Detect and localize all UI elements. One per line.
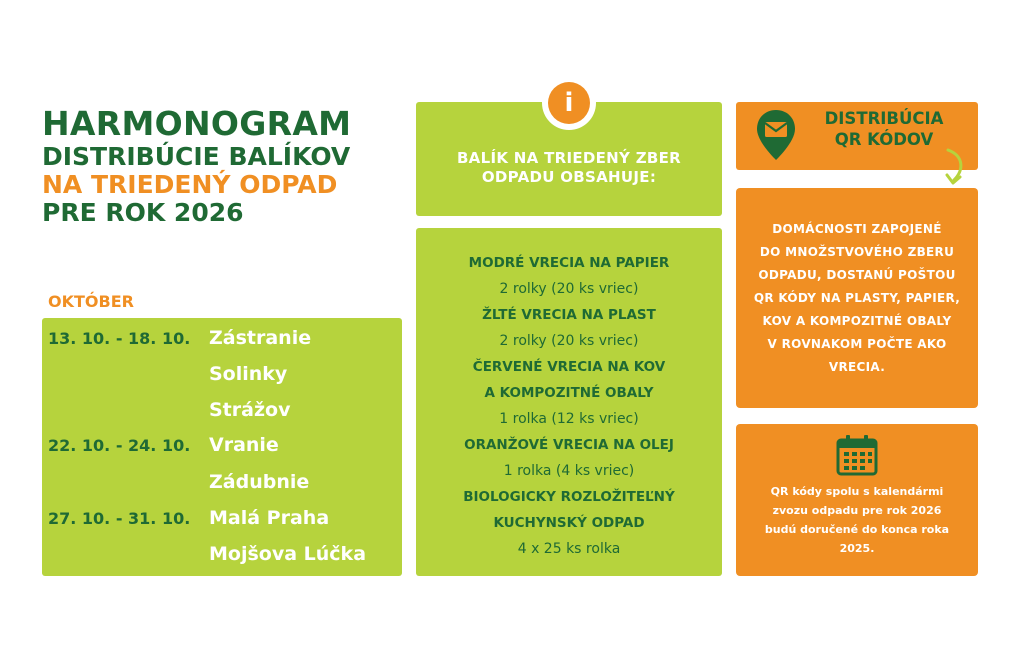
- qr-info-line: QR KÓDY NA PLASTY, PAPIER,: [753, 290, 961, 305]
- item-quantity: 4 x 25 ks rolka: [517, 541, 621, 557]
- schedule-place: Solinky: [209, 363, 288, 385]
- schedule-place: Zástranie: [209, 327, 312, 349]
- title-line-1: HARMONOGRAM: [42, 104, 352, 143]
- item-quantity: 1 rolka (12 ks vriec): [499, 411, 639, 427]
- qr-heading-line-2: QR KÓDOV: [834, 130, 934, 150]
- package-contents-list: [416, 228, 722, 576]
- package-heading-line-1: BALÍK NA TRIEDENÝ ZBER: [456, 148, 682, 167]
- qr-heading-line-1: DISTRIBÚCIA: [824, 109, 944, 128]
- item-quantity: 1 rolka (4 ks vriec): [503, 463, 635, 479]
- qr-info-text: [754, 218, 960, 379]
- calendar-note-text: [746, 482, 968, 558]
- item-name: BIOLOGICKY ROZLOŽITEĽNÝ: [463, 489, 675, 505]
- item-name-cont: A KOMPOZITNÉ OBALY: [484, 385, 654, 401]
- package-heading-line-2: ODPADU OBSAHUJE:: [481, 168, 657, 186]
- calendar-note-box: [736, 424, 978, 576]
- schedule-place: Strážov: [209, 399, 291, 421]
- qr-heading: [804, 108, 964, 151]
- info-icon-glyph: i: [548, 82, 590, 124]
- schedule-place: Malá Praha: [209, 507, 330, 529]
- calendar-icon: [835, 434, 879, 476]
- month-label: OKTÓBER: [48, 292, 134, 311]
- calendar-note-line: 2025.: [839, 542, 875, 555]
- curved-arrow-icon: [938, 148, 972, 192]
- schedule-box: [42, 318, 402, 576]
- qr-info-line: DOMÁCNOSTI ZAPOJENÉ: [772, 221, 942, 236]
- schedule-place: Zádubnie: [209, 471, 310, 493]
- item-name: ŽLTÉ VRECIA NA PLAST: [482, 307, 656, 323]
- title-line-3: NA TRIEDENÝ ODPAD: [42, 169, 338, 199]
- qr-info-line: KOV A KOMPOZITNÉ OBALY: [762, 313, 952, 328]
- title-line-4: PRE ROK 2026: [42, 197, 244, 227]
- item-name: ORANŽOVÉ VRECIA NA OLEJ: [464, 437, 674, 453]
- schedule-place: Vranie: [209, 434, 279, 456]
- page-title: [42, 106, 412, 227]
- qr-info-box: [736, 188, 978, 408]
- schedule-place: Mojšova Lúčka: [209, 543, 367, 565]
- calendar-note-line: zvozu odpadu pre rok 2026: [772, 504, 942, 517]
- info-icon: [542, 76, 596, 130]
- qr-info-line: VRECIA.: [828, 359, 886, 374]
- calendar-note-line: budú doručené do konca roka: [764, 523, 950, 536]
- item-quantity: 2 rolky (20 ks vriec): [499, 333, 639, 349]
- calendar-note-line: QR kódy spolu s kalendármi: [770, 485, 944, 498]
- qr-info-line: ODPADU, DOSTANÚ POŠTOU: [758, 267, 956, 282]
- title-line-2: DISTRIBÚCIE BALÍKOV: [42, 141, 351, 171]
- qr-info-line: DO MNOŽSTVOVÉHO ZBERU: [759, 244, 955, 259]
- schedule-date: 13. 10. - 18. 10.: [48, 328, 191, 348]
- item-name: ČERVENÉ VRECIA NA KOV: [472, 359, 666, 375]
- item-name: MODRÉ VRECIA NA PAPIER: [468, 255, 670, 271]
- item-name-cont: KUCHYNSKÝ ODPAD: [493, 515, 645, 531]
- item-quantity: 2 rolky (20 ks vriec): [499, 281, 639, 297]
- location-pin-mail-icon: [754, 108, 798, 164]
- schedule-date: 27. 10. - 31. 10.: [48, 508, 191, 528]
- qr-info-line: V ROVNAKOM POČTE AKO: [767, 336, 947, 351]
- schedule-date: 22. 10. - 24. 10.: [48, 435, 191, 455]
